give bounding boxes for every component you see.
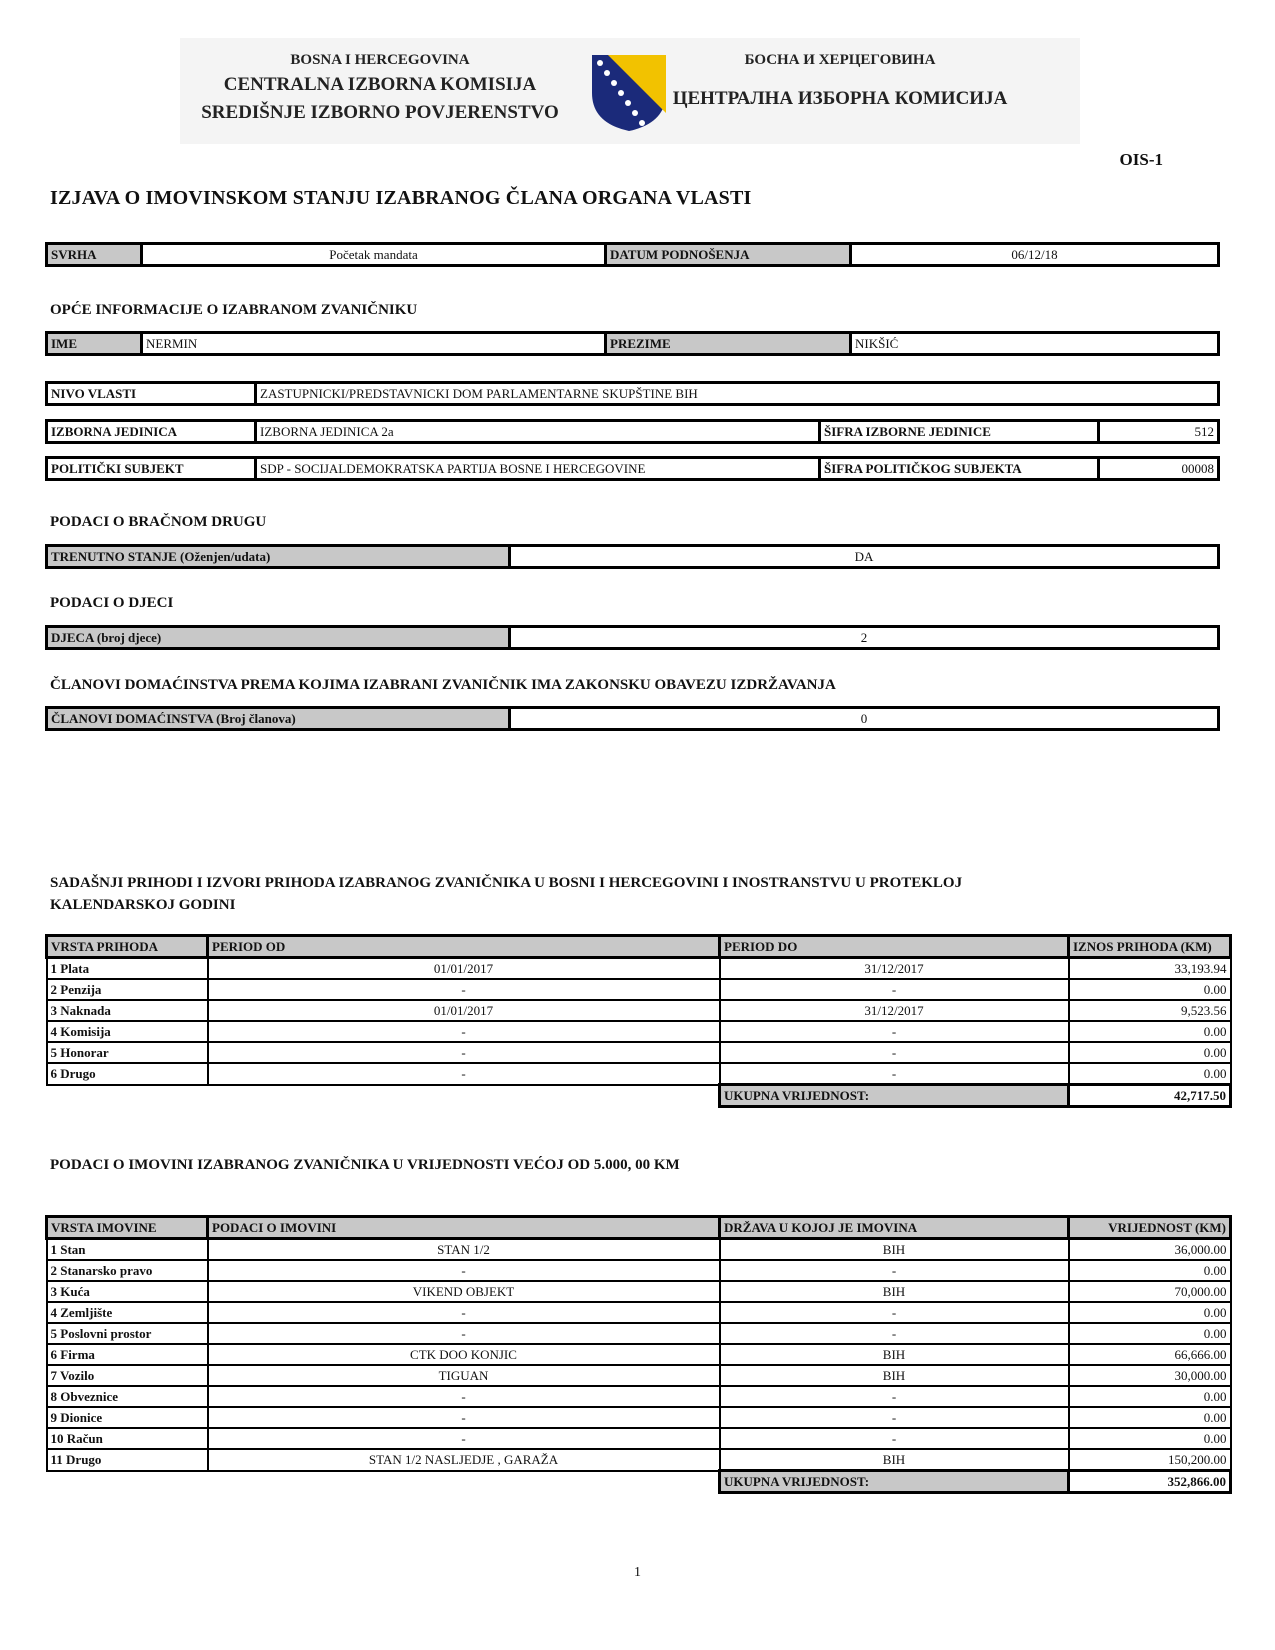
table-row [47, 958, 1231, 980]
asset-details: - [208, 1407, 720, 1428]
assets-header-country: DRŽAVA U KOJOJ JE IMOVINA [720, 1217, 1069, 1239]
table-row [47, 1344, 1231, 1365]
assets-total-label: UKUPNA VRIJEDNOST: [720, 1471, 1069, 1493]
income-amount: 0.00 [1069, 1042, 1231, 1063]
table-row [47, 1365, 1231, 1386]
constituency-code-value: 512 [1099, 421, 1219, 443]
income-amount: 0.00 [1069, 979, 1231, 1000]
children-label: DJECA (broj djece) [47, 627, 510, 649]
income-from: 01/01/2017 [208, 1000, 720, 1021]
asset-value: 0.00 [1069, 1386, 1231, 1407]
children-title: PODACI O DJECI [50, 595, 174, 611]
table-row [47, 1000, 1231, 1021]
asset-type: 8 Obveznice [47, 1386, 208, 1407]
income-total-value: 42,717.50 [1069, 1085, 1231, 1107]
last-name-value: NIKŠIĆ [851, 333, 1219, 355]
header-lat-line1: BOSNA I HERCEGOVINA [290, 52, 470, 68]
income-to: 31/12/2017 [720, 958, 1069, 980]
income-table [45, 934, 1232, 1108]
income-header-amount: IZNOS PRIHODA (KM) [1069, 936, 1231, 958]
asset-details: TIGUAN [208, 1365, 720, 1386]
income-amount: 0.00 [1069, 1063, 1231, 1085]
asset-details: - [208, 1428, 720, 1449]
header-cyr-line2: ЦЕНТРАЛНА ИЗБОРНА КОМИСИЈА [672, 88, 1008, 109]
asset-value: 0.00 [1069, 1428, 1231, 1449]
income-type: 5 Honorar [47, 1042, 208, 1063]
asset-country: - [720, 1323, 1069, 1344]
assets-header-type: VRSTA IMOVINE [47, 1217, 208, 1239]
table-row [47, 1302, 1231, 1323]
asset-type: 6 Firma [47, 1344, 208, 1365]
asset-country: BIH [720, 1365, 1069, 1386]
party-code-label: ŠIFRA POLITIČKOG SUBJEKTA [820, 458, 1099, 480]
income-type: 2 Penzija [47, 979, 208, 1000]
asset-value: 0.00 [1069, 1407, 1231, 1428]
asset-details: STAN 1/2 [208, 1239, 720, 1261]
party-label: POLITIČKI SUBJEKT [47, 458, 256, 480]
asset-details: - [208, 1386, 720, 1407]
purpose-label: SVRHA [47, 244, 142, 266]
government-level-label: NIVO VLASTI [47, 383, 256, 405]
income-header-type: VRSTA PRIHODA [47, 936, 208, 958]
income-from: - [208, 979, 720, 1000]
name-table [45, 331, 1220, 356]
header-lat-line2: CENTRALNA IZBORNA KOMISIJA [223, 74, 537, 95]
asset-country: BIH [720, 1344, 1069, 1365]
submission-date-value: 06/12/18 [851, 244, 1219, 266]
institution-header [180, 38, 1080, 144]
asset-type: 7 Vozilo [47, 1365, 208, 1386]
income-title-line2: KALENDARSKOJ GODINI [50, 897, 236, 913]
income-header-from: PERIOD OD [208, 936, 720, 958]
asset-details: VIKEND OBJEKT [208, 1281, 720, 1302]
assets-header-value: VRIJEDNOST (KM) [1069, 1217, 1231, 1239]
asset-type: 2 Stanarsko pravo [47, 1260, 208, 1281]
form-code: OIS-1 [1119, 150, 1163, 169]
government-level-value: ZASTUPNICKI/PREDSTAVNICKI DOM PARLAMENTARNE SKUPŠTINE BIH [256, 383, 1219, 405]
spouse-value: DA [510, 546, 1219, 568]
spouse-title: PODACI O BRAČNOM DRUGU [50, 514, 267, 530]
assets-table [45, 1215, 1232, 1494]
income-to: - [720, 1042, 1069, 1063]
income-type: 1 Plata [47, 958, 208, 980]
income-total-label: UKUPNA VRIJEDNOST: [720, 1085, 1069, 1107]
spouse-table [45, 544, 1220, 569]
asset-type: 1 Stan [47, 1239, 208, 1261]
asset-country: - [720, 1260, 1069, 1281]
income-amount: 33,193.94 [1069, 958, 1231, 980]
general-info-title: OPĆE INFORMACIJE O IZABRANOM ZVANIČNIKU [50, 302, 418, 318]
assets-header-details: PODACI O IMOVINI [208, 1217, 720, 1239]
income-to: 31/12/2017 [720, 1000, 1069, 1021]
asset-value: 0.00 [1069, 1260, 1231, 1281]
income-type: 6 Drugo [47, 1063, 208, 1085]
page-number: 1 [634, 1565, 641, 1580]
table-row [47, 1063, 1231, 1085]
asset-country: BIH [720, 1281, 1069, 1302]
table-row [47, 979, 1231, 1000]
asset-type: 3 Kuća [47, 1281, 208, 1302]
asset-value: 30,000.00 [1069, 1365, 1231, 1386]
asset-value: 0.00 [1069, 1323, 1231, 1344]
income-from: 01/01/2017 [208, 958, 720, 980]
household-table [45, 706, 1220, 731]
asset-details: - [208, 1323, 720, 1344]
constituency-value: IZBORNA JEDINICA 2a [256, 421, 820, 443]
asset-details: - [208, 1260, 720, 1281]
asset-value: 36,000.00 [1069, 1239, 1231, 1261]
party-code-value: 00008 [1099, 458, 1219, 480]
income-header-to: PERIOD DO [720, 936, 1069, 958]
asset-country: BIH [720, 1449, 1069, 1471]
assets-total-value: 352,866.00 [1069, 1471, 1231, 1493]
constituency-code-label: ŠIFRA IZBORNE JEDINICE [820, 421, 1099, 443]
income-to: - [720, 1021, 1069, 1042]
asset-country: - [720, 1386, 1069, 1407]
table-row [47, 1239, 1231, 1261]
household-value: 0 [510, 708, 1219, 730]
table-row [47, 1407, 1231, 1428]
household-title: ČLANOVI DOMAĆINSTVA PREMA KOJIMA IZABRANI ZVANIČNIK IMA ZAKONSKU OBAVEZU IZDRŽAVANJA [50, 677, 836, 693]
asset-value: 150,200.00 [1069, 1449, 1231, 1471]
assets-title: PODACI O IMOVINI IZABRANOG ZVANIČNIKA U VRIJEDNOSTI VEĆOJ OD 5.000, 00 KM [50, 1157, 680, 1173]
purpose-table [45, 242, 1220, 267]
constituency-label: IZBORNA JEDINICA [47, 421, 256, 443]
table-row [47, 1281, 1231, 1302]
table-row [47, 1260, 1231, 1281]
income-to: - [720, 1063, 1069, 1085]
constituency-table [45, 419, 1220, 444]
government-level-table [45, 381, 1220, 406]
asset-details: - [208, 1302, 720, 1323]
asset-country: - [720, 1428, 1069, 1449]
asset-type: 10 Račun [47, 1428, 208, 1449]
document-title: IZJAVA O IMOVINSKOM STANJU IZABRANOG ČLANA ORGANA VLASTI [50, 187, 752, 209]
income-title-line1: SADAŠNJI PRIHODI I IZVORI PRIHODA IZABRANOG ZVANIČNIKA U BOSNI I HERCEGOVINI I INOSTRANSTVU U PROTEKLOJ [50, 875, 963, 891]
income-amount: 9,523.56 [1069, 1000, 1231, 1021]
asset-value: 70,000.00 [1069, 1281, 1231, 1302]
header-cyr-line1: БОСНА И ХЕРЦЕГОВИНА [744, 52, 936, 68]
submission-date-label: DATUM PODNOŠENJA [606, 244, 851, 266]
asset-type: 11 Drugo [47, 1449, 208, 1471]
asset-details: CTK DOO KONJIC [208, 1344, 720, 1365]
purpose-value: Početak mandata [142, 244, 606, 266]
asset-value: 66,666.00 [1069, 1344, 1231, 1365]
income-type: 3 Naknada [47, 1000, 208, 1021]
header-lat-line3: SREDIŠNJE IZBORNO POVJERENSTVO [201, 102, 559, 123]
asset-country: - [720, 1302, 1069, 1323]
household-label: ČLANOVI DOMAĆINSTVA (Broj članova) [47, 708, 510, 730]
income-type: 4 Komisija [47, 1021, 208, 1042]
asset-details: STAN 1/2 NASLJEDJE , GARAŽA [208, 1449, 720, 1471]
table-row [47, 1386, 1231, 1407]
table-row [47, 1323, 1231, 1344]
first-name-label: IME [47, 333, 142, 355]
income-to: - [720, 979, 1069, 1000]
party-table [45, 456, 1220, 481]
table-row [47, 1428, 1231, 1449]
children-value: 2 [510, 627, 1219, 649]
income-from: - [208, 1021, 720, 1042]
asset-type: 4 Zemljište [47, 1302, 208, 1323]
income-from: - [208, 1063, 720, 1085]
asset-country: BIH [720, 1239, 1069, 1261]
asset-country: - [720, 1407, 1069, 1428]
asset-value: 0.00 [1069, 1302, 1231, 1323]
income-from: - [208, 1042, 720, 1063]
table-row [47, 1449, 1231, 1471]
asset-type: 5 Poslovni prostor [47, 1323, 208, 1344]
party-value: SDP - SOCIJALDEMOKRATSKA PARTIJA BOSNE I HERCEGOVINE [256, 458, 820, 480]
income-amount: 0.00 [1069, 1021, 1231, 1042]
table-row [47, 1042, 1231, 1063]
asset-type: 9 Dionice [47, 1407, 208, 1428]
children-table [45, 625, 1220, 650]
spouse-label: TRENUTNO STANJE (Oženjen/udata) [47, 546, 510, 568]
table-row [47, 1021, 1231, 1042]
first-name-value: NERMIN [142, 333, 606, 355]
last-name-label: PREZIME [606, 333, 851, 355]
